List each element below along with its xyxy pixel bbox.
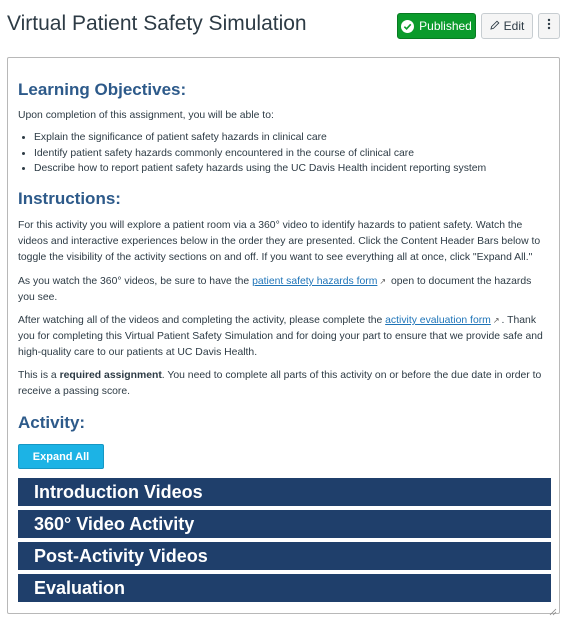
section-header-introduction-videos[interactable]: Introduction Videos bbox=[18, 478, 551, 506]
section-header-evaluation[interactable]: Evaluation bbox=[18, 574, 551, 602]
activity-heading: Activity: bbox=[18, 413, 86, 432]
objectives-intro: Upon completion of this assignment, you will be able to: bbox=[18, 110, 274, 121]
section-header-post-activity-videos[interactable]: Post-Activity Videos bbox=[18, 542, 551, 570]
text-span: This is a bbox=[18, 370, 60, 381]
instructions-paragraph bbox=[18, 368, 550, 400]
objectives-list bbox=[18, 130, 538, 177]
external-link-icon: ↗ bbox=[379, 277, 387, 286]
evaluation-form-link[interactable]: activity evaluation form bbox=[385, 315, 491, 326]
required-assignment-text: required assignment bbox=[59, 370, 162, 381]
list-item: • Identify patient safety hazards commonly encountered in the course of clinical care bbox=[34, 146, 538, 162]
more-options-button[interactable] bbox=[538, 13, 560, 39]
list-item: • Describe how to report patient safety hazards using the UC Davis Health incident reporting system bbox=[34, 161, 538, 177]
section-header-360-video-activity[interactable]: 360° Video Activity bbox=[18, 510, 551, 538]
text-span: open to document the hazards you see. bbox=[18, 276, 532, 303]
vertical-dots-icon bbox=[547, 17, 551, 35]
text-span: As you watch the 360° videos, be sure to have the bbox=[18, 276, 253, 287]
list-item: • Explain the significance of patient safety hazards in clinical care bbox=[34, 130, 538, 146]
resize-handle-icon[interactable] bbox=[549, 603, 557, 611]
published-button[interactable] bbox=[397, 13, 476, 39]
instructions-heading: Instructions: bbox=[18, 189, 121, 208]
page-title: Virtual Patient Safety Simulation bbox=[7, 12, 307, 35]
pencil-icon bbox=[490, 19, 500, 33]
edit-label: Edit bbox=[503, 19, 525, 33]
content-body bbox=[7, 57, 560, 614]
edit-button[interactable] bbox=[481, 13, 533, 39]
check-circle-icon bbox=[401, 20, 414, 33]
published-label: Published bbox=[419, 19, 472, 33]
text-span: . Thank you for completing this Virtual Patient Safety Simulation and for doing your part to ensure that we provide safe and high-quality care to our patients at UC Davis Health. bbox=[18, 315, 543, 358]
expand-all-button[interactable]: Expand All bbox=[18, 444, 104, 469]
text-span: . You need to complete all parts of this activity on or before the due date in order to receive a passing score. bbox=[18, 370, 542, 397]
external-link-icon: ↗ bbox=[492, 316, 500, 325]
text-span: After watching all of the videos and completing the activity, please complete the bbox=[18, 315, 386, 326]
instructions-paragraph bbox=[18, 274, 550, 306]
instructions-paragraph bbox=[18, 313, 550, 361]
patient-safety-form-link[interactable]: patient safety hazards form bbox=[252, 276, 378, 287]
objectives-heading: Learning Objectives: bbox=[18, 80, 187, 99]
instructions-paragraph: For this activity you will explore a patient room via a 360° video to identify hazards to patient safety. Watch the videos and interactive experiences below in the order they are presented. Click the Content Header Bars below to toggle the visibility of the activity sections on and off. If you want to see everything all at once, click "Expand All." bbox=[18, 220, 541, 263]
